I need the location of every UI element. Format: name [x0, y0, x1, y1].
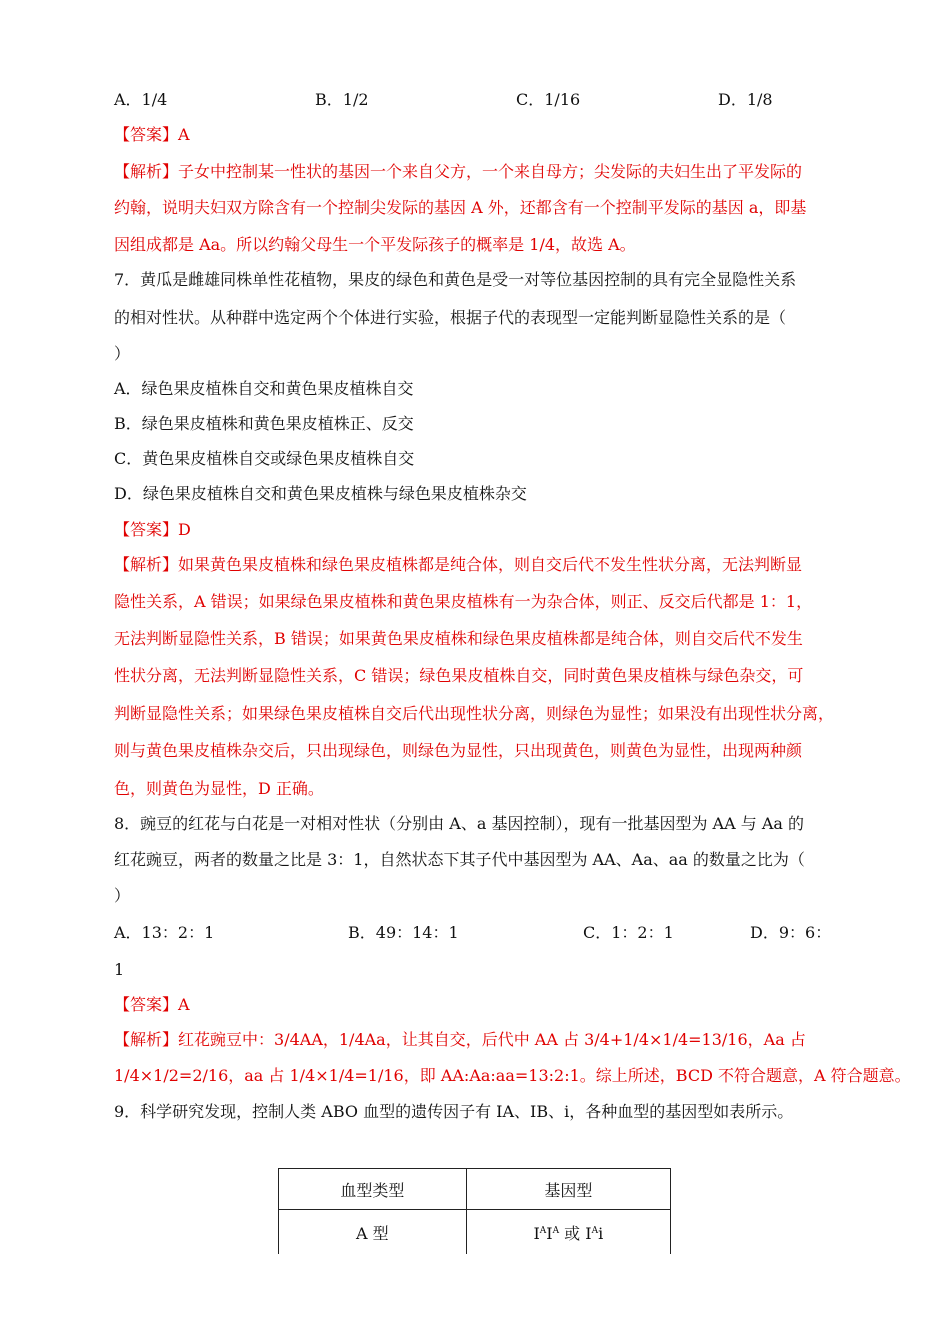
q8-option-b: B．49：14：1: [348, 923, 459, 942]
q8-option-a: A．13：2：1: [114, 923, 215, 942]
q8-analysis-line-2: 1/4×1/2=2/16，aa 占 1/4×1/4=1/16，即 AA:Aa:aa=13:2:1。综上所述，BCD 不符合题意，A 符合题意。: [114, 1066, 911, 1085]
q8-stem-line-1: 8．豌豆的红花与白花是一对相对性状（分别由 A、a 基因控制），现有一批基因型为 AA 与 Aa 的: [114, 814, 804, 833]
q8-option-d: D．9：6：: [750, 923, 832, 942]
q6-option-c: C．1/16: [516, 90, 581, 109]
q8-stem-line-3: ）: [114, 886, 131, 905]
q6-option-d: D．1/8: [718, 90, 773, 109]
table-header-genotype: 基因型: [466, 1169, 670, 1210]
q7-analysis-line-2: 隐性关系，A 错误；如果绿色果皮植株和黄色果皮植株有一为杂合体，则正、反交后代都是 1：1，: [114, 592, 813, 611]
table-header-row: [279, 1169, 671, 1210]
q6-answer: 【答案】A: [114, 125, 190, 144]
q6-analysis-line-1: 【解析】子女中控制某一性状的基因一个来自父方，一个来自母方；尖发际的夫妇生出了平发际的: [114, 162, 803, 181]
q8-option-d-wrap: 1: [114, 960, 125, 979]
q7-analysis-line-7: 色，则黄色为显性，D 正确。: [114, 779, 324, 798]
q7-stem-line-2: 的相对性状。从种群中选定两个个体进行实验，根据子代的表现型一定能判断显隐性关系的是（: [114, 308, 787, 327]
q6-option-b: B．1/2: [315, 90, 369, 109]
q7-analysis-line-1: 【解析】如果黄色果皮植株和绿色果皮植株都是纯合体，则自交后代不发生性状分离，无法判断显: [114, 555, 803, 574]
q7-option-a: A．绿色果皮植株自交和黄色果皮植株自交: [114, 379, 414, 398]
table-cell-type: A 型: [279, 1210, 467, 1255]
q7-answer: 【答案】D: [114, 520, 191, 539]
q7-analysis-line-5: 判断显隐性关系；如果绿色果皮植株自交后代出现性状分离，则绿色为显性；如果没有出现性状分离，: [114, 704, 835, 723]
q9-stem: 9．科学研究发现，控制人类 ABO 血型的遗传因子有 IA、IB、i，各种血型的基因型如表所示。: [114, 1102, 794, 1121]
q8-analysis-line-1: 【解析】红花豌豆中：3/4AA，1/4Aa，让其自交，后代中 AA 占 3/4+1/4×1/4=13/16，Aa 占: [114, 1030, 806, 1049]
table-row: [279, 1210, 671, 1255]
q7-analysis-line-3: 无法判断显隐性关系，B 错误；如果黄色果皮植株和绿色果皮植株都是纯合体，则自交后代不发生: [114, 629, 803, 648]
q7-analysis-line-6: 则与黄色果皮植株杂交后，只出现绿色，则绿色为显性，只出现黄色，则黄色为显性，出现两种颜: [114, 741, 803, 760]
q6-analysis-line-2: 约翰，说明夫妇双方除含有一个控制尖发际的基因 A 外，还都含有一个控制平发际的基因 a，即基: [114, 198, 807, 217]
q8-option-c: C．1：2：1: [583, 923, 674, 942]
q7-analysis-line-4: 性状分离，无法判断显隐性关系，C 错误；绿色果皮植株自交，同时黄色果皮植株与绿色杂交，可: [114, 666, 804, 685]
q7-stem-line-1: 7．黄瓜是雌雄同株单性花植物，果皮的绿色和黄色是受一对等位基因控制的具有完全显隐性关系: [114, 270, 797, 289]
blood-type-table: [278, 1168, 671, 1254]
q7-stem-line-3: ）: [114, 344, 131, 363]
q7-option-c: C．黄色果皮植株自交或绿色果皮植株自交: [114, 449, 415, 468]
table-cell-genotype: $I^AI^A$ 或 $I^Ai$: [466, 1210, 670, 1255]
q8-answer: 【答案】A: [114, 995, 190, 1014]
q6-analysis-line-3: 因组成都是 Aa。所以约翰父母生一个平发际孩子的概率是 1/4，故选 A。: [114, 235, 636, 254]
table-header-blood-type: 血型类型: [279, 1169, 467, 1210]
q7-option-b: B．绿色果皮植株和黄色果皮植株正、反交: [114, 414, 414, 433]
q8-stem-line-2: 红花豌豆，两者的数量之比是 3：1，自然状态下其子代中基因型为 AA、Aa、aa 的数量之比为（: [114, 850, 805, 869]
q7-analysis-tag: 【解析】: [114, 555, 179, 574]
q8-analysis-tag: 【解析】: [114, 1030, 179, 1049]
q7-option-d: D．绿色果皮植株自交和黄色果皮植株与绿色果皮植株杂交: [114, 484, 527, 503]
q6-option-a: A．1/4: [114, 90, 168, 109]
q6-analysis-tag: 【解析】: [114, 162, 179, 181]
